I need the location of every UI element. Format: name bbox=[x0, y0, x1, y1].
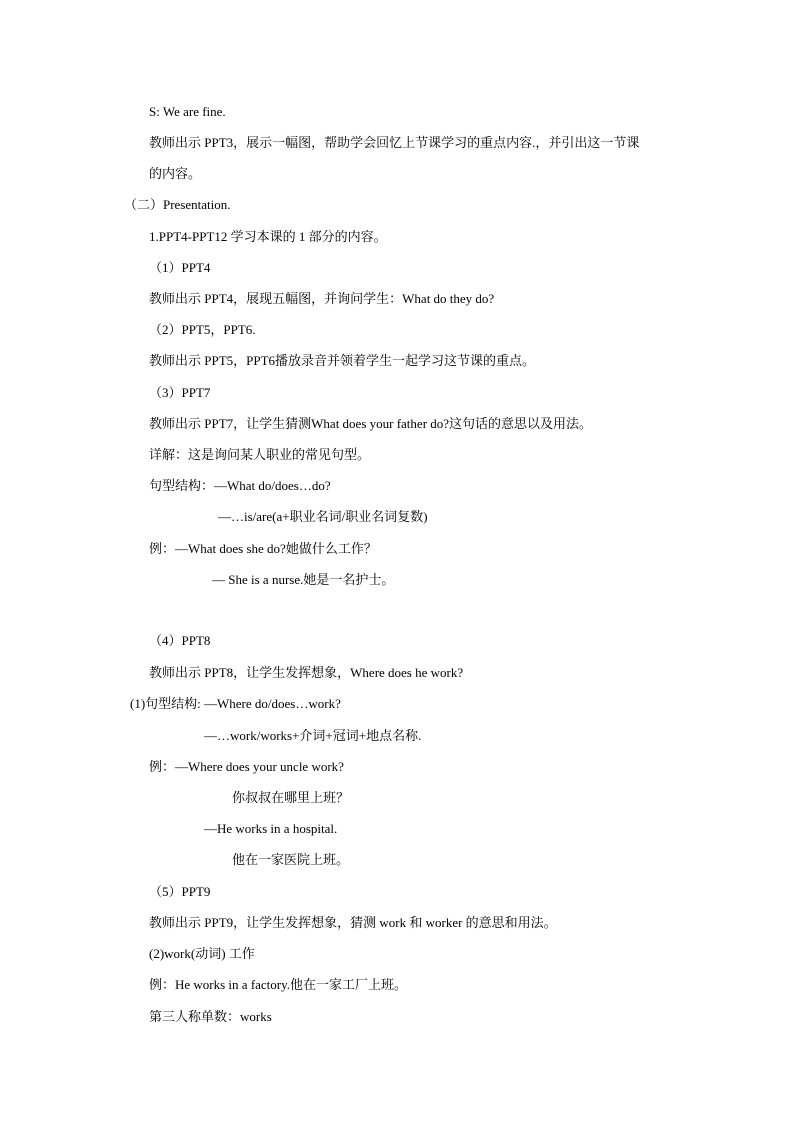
text-line: 教师出示 PPT8，让学生发挥想象，Where does he work? bbox=[149, 665, 464, 680]
text-line: 他在一家医院上班。 bbox=[232, 852, 350, 867]
subsection-heading: （4）PPT8 bbox=[149, 633, 211, 648]
text-line: 你叔叔在哪里上班？ bbox=[232, 790, 350, 805]
subsection-heading: （2）PPT5，PPT6. bbox=[149, 322, 256, 337]
text-line: 教师出示 PPT3，展示一幅图，帮助学会回忆上节课学习的重点内容.，并引出这一节课 bbox=[149, 135, 640, 150]
text-line: 详解：这是询问某人职业的常见句型。 bbox=[149, 447, 371, 462]
text-line: 例：—What does she do?她做什么工作？ bbox=[149, 541, 377, 556]
text-line: (2)work(动词) 工作 bbox=[149, 946, 255, 961]
text-line: — She is a nurse.她是一名护士。 bbox=[212, 572, 395, 587]
text-line: 教师出示 PPT5，PPT6播放录音并领着学生一起学习这节课的重点。 bbox=[149, 353, 536, 368]
text-line: 教师出示 PPT7，让学生猜测What does your father do?这句话的意思以及用法。 bbox=[149, 416, 593, 431]
text-line: —He works in a hospital. bbox=[204, 821, 338, 836]
text-line: 例：He works in a factory.他在一家工厂上班。 bbox=[149, 977, 408, 992]
subsection-heading: （5）PPT9 bbox=[149, 884, 211, 899]
text-line: —…is/are(a+职业名词/职业名词复数) bbox=[218, 509, 428, 524]
text-line: (1)句型结构: —Where do/does…work? bbox=[130, 696, 341, 711]
subsection-heading: （1）PPT4 bbox=[149, 260, 211, 275]
text-line: —…work/works+介词+冠词+地点名称. bbox=[204, 728, 422, 743]
text-line: 1.PPT4-PPT12 学习本课的 1 部分的内容。 bbox=[149, 229, 387, 244]
subsection-heading: （3）PPT7 bbox=[149, 385, 211, 400]
text-line: 例：—Where does your uncle work? bbox=[149, 759, 344, 774]
text-line: 教师出示 PPT4，展现五幅图，并询问学生：What do they do? bbox=[149, 291, 495, 306]
text-line: 的内容。 bbox=[149, 166, 202, 181]
text-line: 第三人称单数：works bbox=[149, 1009, 272, 1024]
text-line: 句型结构：—What do/does…do? bbox=[149, 478, 331, 493]
text-line: 教师出示 PPT9，让学生发挥想象，猜测 work 和 worker 的意思和用法。 bbox=[149, 915, 557, 930]
section-heading: （二）Presentation. bbox=[124, 197, 231, 212]
text-line: S: We are fine. bbox=[149, 104, 226, 119]
